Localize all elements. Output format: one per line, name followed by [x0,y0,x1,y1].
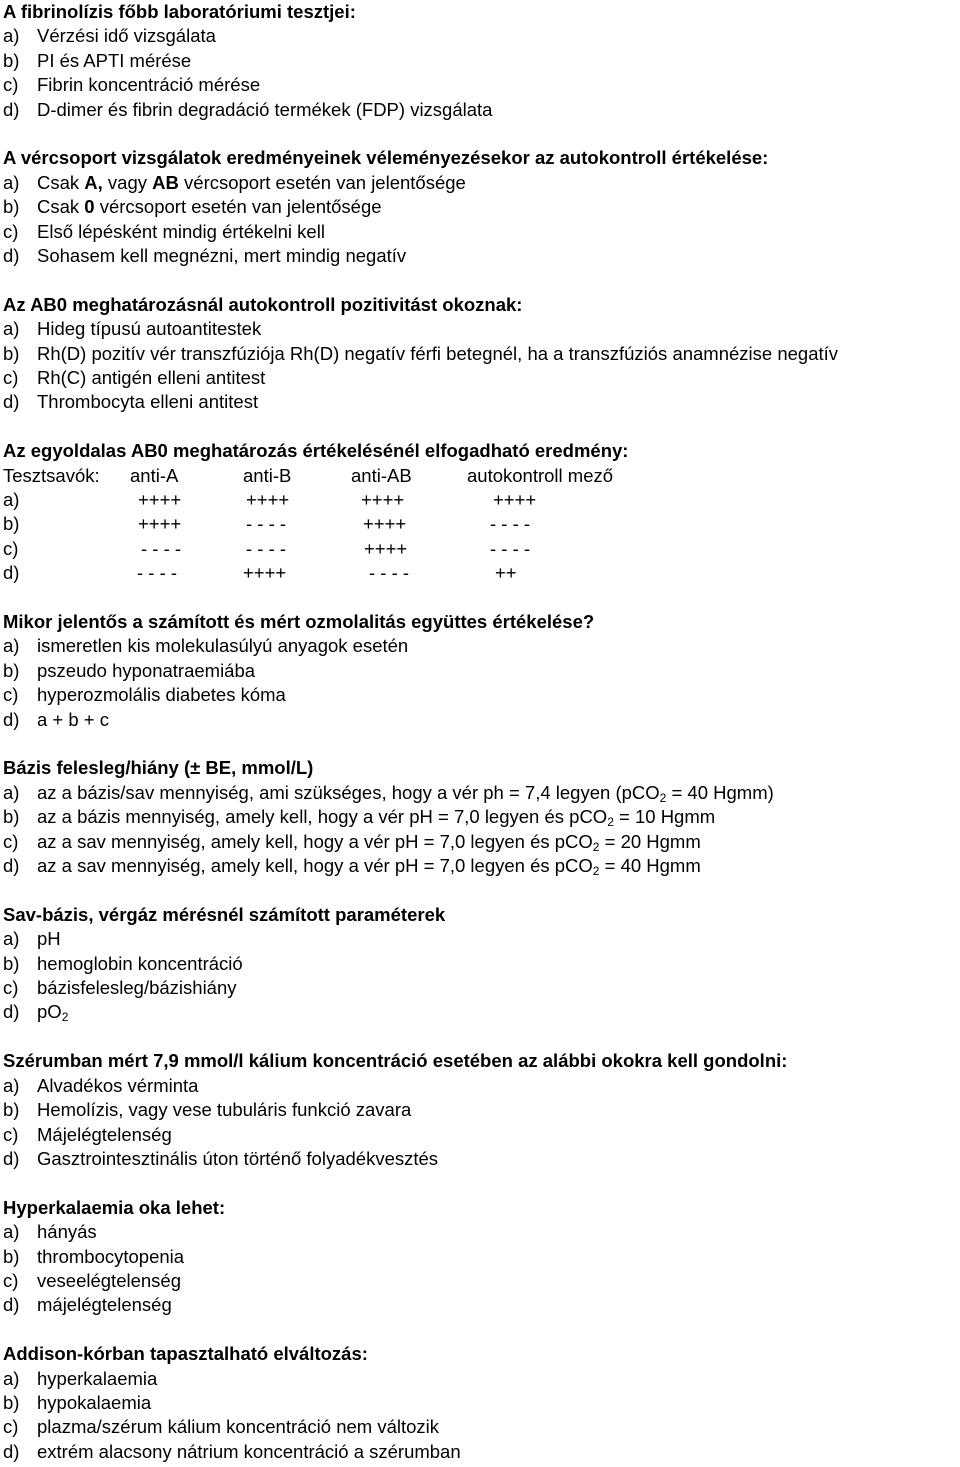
question-osmolality [3,610,958,732]
question-hyperkalaemia-cause [3,1196,958,1318]
question-title: A vércsoport vizsgálatok eredményeinek véleményezésekor az autokontroll értékelése: [3,147,769,169]
answer-option [3,781,958,805]
table-cell: - - - - [490,537,531,559]
question-title: A fibrinolízis főbb laboratóriumi tesztjei: [3,1,356,22]
option-letter: b) [3,342,20,364]
answer-option [3,683,958,707]
option-letter: c) [3,1416,19,1438]
question-title: Hyperkalaemia oka lehet: [3,1196,226,1218]
question-fibrinolysis-tests [3,0,958,122]
option-letter: b) [3,659,20,681]
option-letter: a) [3,1221,20,1243]
answer-option [3,1440,958,1464]
table-cell: - - - - [246,513,287,535]
answer-option [3,976,958,1000]
option-text: Thrombocyta elleni antitest [37,391,259,413]
answer-option [3,952,958,976]
answer-option [3,1293,958,1317]
table-header-cell: Tesztsavók: [3,464,100,486]
table-cell: ++++ [246,489,290,511]
question-title: Mikor jelentős a számított és mért ozmolalitás együttes értékelése? [3,611,595,633]
option-text: extrém alacsony nátrium koncentráció a szérumban [37,1440,461,1462]
answer-option [3,1269,958,1293]
answer-option [3,390,958,414]
answer-option [3,1391,958,1415]
table-cell: ++++ [363,513,407,535]
option-text: Hideg típusú autoantitestek [37,318,262,340]
option-text [37,854,701,878]
question-ab0-autocontrol-positivity [3,293,958,415]
option-text: Sohasem kell megnézni, mert mindig negatív [37,245,407,267]
answer-option [3,1147,958,1171]
option-text-part: vagy [102,171,153,193]
answer-option [3,1000,958,1024]
option-letter: d) [3,1001,20,1023]
question-title: Az egyoldalas AB0 meghatározás értékelésénél elfogadható eredmény: [3,440,629,462]
option-text: bázisfelesleg/bázishiány [37,977,237,999]
answer-option [3,1220,958,1244]
option-text-part: = 20 Hgmm [599,830,701,852]
option-letter: d) [3,855,20,877]
table-row [3,561,958,585]
option-text: thrombocytopenia [37,1245,185,1267]
option-letter: b) [3,49,20,71]
option-bold-text: A, [84,171,103,193]
answer-option [3,805,958,829]
answer-option [3,1123,958,1147]
option-letter: d) [3,245,20,267]
option-letter: d) [3,98,20,120]
table-cell: ++++ [361,489,405,511]
option-text: a + b + c [37,708,109,730]
option-text-part: = 40 Hgmm [599,855,701,877]
table-header-cell: anti-A [130,464,179,486]
answer-option [3,1098,958,1122]
option-text: PI és APTI mérése [37,49,192,71]
option-letter: d) [3,391,20,413]
option-letter: a) [3,781,20,803]
answer-option [3,634,958,658]
table-header-row [3,464,958,488]
option-text: Első lépésként mindig értékelni kell [37,220,325,242]
answer-option [3,708,958,732]
answer-option [3,24,958,48]
option-text-part: vércsoport esetén van jelentősége [178,171,466,193]
option-text-part: az a sav mennyiség, amely kell, hogy a vér pH = 7,0 legyen és pCO [37,830,593,852]
option-text-part: az a sav mennyiség, amely kell, hogy a vér pH = 7,0 legyen és pCO [37,855,593,877]
answer-option [3,244,958,268]
answer-option [3,1074,958,1098]
table-cell: ++++ [243,562,287,584]
question-acid-base-calculated-params [3,903,958,1025]
option-text: pH [37,928,61,950]
table-row [3,537,958,561]
table-header-cell: anti-AB [351,464,412,486]
option-letter: c) [3,977,19,999]
question-title: Sav-bázis, vérgáz mérésnél számított paraméterek [3,903,446,925]
option-text: D-dimer és fibrin degradáció termékek (FDP) vizsgálata [37,98,493,120]
option-letter: d) [3,708,20,730]
option-text: pszeudo hyponatraemiába [37,659,256,681]
option-text [37,805,715,829]
table-header-cell: anti-B [243,464,292,486]
option-letter: b) [3,806,20,828]
option-text: Alvadékos vérminta [37,1074,199,1096]
answer-option [3,927,958,951]
option-text: Fibrin koncentráció mérése [37,74,261,96]
answer-option [3,342,958,366]
option-text [37,830,701,854]
question-autocontrol-evaluation [3,146,958,268]
question-title: Az AB0 meghatározásnál autokontroll pozitivitást okoznak: [3,293,523,315]
option-text-part: Csak [37,171,85,193]
table-cell: ++++ [138,513,182,535]
table-row [3,512,958,536]
answer-option [3,317,958,341]
table-cell: - - - - [490,513,531,535]
option-text [37,1000,68,1024]
option-text: hyperozmolális diabetes kóma [37,684,286,706]
option-letter: c) [3,74,19,96]
question-title: Bázis felesleg/hiány (± BE, mmol/L) [3,757,314,779]
option-bold-text: AB [152,171,179,193]
option-text: Rh(D) pozitív vér transzfúziója Rh(D) negatív férfi betegnél, ha a transzfúziós anamnézise negatív [37,342,839,364]
option-letter: a) [3,171,20,193]
question-potassium-7-9 [3,1049,958,1171]
option-letter: d) [3,1440,20,1462]
option-text-part: = 10 Hgmm [613,806,716,828]
option-letter: a) [3,318,20,340]
question-base-excess [3,756,958,878]
subscript: 2 [659,790,667,805]
option-text: Rh(C) antigén elleni antitest [37,367,266,389]
option-letter: d) [3,1147,20,1169]
option-letter: c) [3,220,19,242]
option-bold-text: 0 [84,196,95,218]
answer-option [3,220,958,244]
option-letter: d) [3,1294,20,1316]
answer-option [3,171,958,195]
option-text [37,195,382,219]
option-letter: b) [3,1391,20,1413]
option-letter: c) [3,830,19,852]
option-letter: c) [3,1269,19,1291]
table-cell: - - - - [141,537,182,559]
option-text [37,781,774,805]
option-letter: b) [3,1245,20,1267]
question-title: Addison-kórban tapasztalható elváltozás: [3,1343,368,1365]
table-row [3,488,958,512]
option-letter: c) [3,684,19,706]
option-text: hemoglobin koncentráció [37,952,243,974]
question-ab0-one-sided-result [3,439,958,585]
question-title: Szérumban mért 7,9 mmol/l kálium koncentráció esetében az alábbi okokra kell gondolni: [3,1050,788,1072]
table-cell: ++++ [493,489,537,511]
table-cell: a) [3,489,20,511]
answer-option [3,854,958,878]
answer-option [3,1367,958,1391]
option-text-part: = 40 Hgmm) [666,781,774,803]
answer-option [3,366,958,390]
option-text: hányás [37,1221,97,1243]
table-cell: ++++ [138,489,182,511]
answer-option [3,1245,958,1269]
option-letter: b) [3,952,20,974]
table-cell: - - - - [369,562,410,584]
answer-option [3,98,958,122]
table-cell: c) [3,537,19,559]
option-letter: a) [3,1074,20,1096]
option-text-part: vércsoport esetén van jelentősége [94,196,382,218]
option-text: Hemolízis, vagy vese tubuláris funkció zavara [37,1099,412,1121]
table-cell: b) [3,513,20,535]
option-letter: c) [3,367,19,389]
subscript: 2 [592,864,600,879]
table-cell: ++++ [364,537,408,559]
option-letter: b) [3,1099,20,1121]
option-text: Gasztrointesztinális úton történő folyadékvesztés [37,1147,439,1169]
question-addison-disease [3,1342,958,1464]
option-text: Májelégtelenség [37,1123,172,1145]
table-header-cell: autokontroll mező [467,464,614,486]
option-letter: a) [3,1367,20,1389]
option-text-part: az a bázis/sav mennyiség, ami szükséges, hogy a vér ph = 7,4 legyen (pCO [37,781,660,803]
option-text: veseelégtelenség [37,1269,181,1291]
answer-option [3,830,958,854]
option-text: hypokalaemia [37,1391,152,1413]
option-letter: a) [3,25,20,47]
option-text: Vérzési idő vizsgálata [37,25,216,47]
table-cell: d) [3,562,20,584]
table-cell: - - - - [137,562,178,584]
option-letter: a) [3,928,20,950]
option-text: májelégtelenség [37,1294,172,1316]
subscript: 2 [607,815,614,830]
subscript: 2 [61,1010,69,1025]
answer-option [3,659,958,683]
table-cell: - - - - [246,537,287,559]
answer-option [3,1415,958,1439]
option-text: hyperkalaemia [37,1367,158,1389]
option-letter: c) [3,1123,19,1145]
answer-option [3,73,958,97]
option-letter: b) [3,196,20,218]
table-cell: ++ [495,562,517,584]
option-text: ismeretlen kis molekulasúlyú anyagok esetén [37,635,409,657]
option-text: plazma/szérum kálium koncentráció nem változik [37,1416,440,1438]
subscript: 2 [592,839,600,854]
option-text-part: az a bázis mennyiség, amely kell, hogy a vér pH = 7,0 legyen és pCO [37,806,608,828]
option-text-part: Csak [37,196,85,218]
answer-option [3,195,958,219]
option-letter: a) [3,635,20,657]
document [3,0,958,1464]
option-text-part: pO [37,1001,62,1023]
answer-option [3,49,958,73]
option-text [37,171,466,195]
